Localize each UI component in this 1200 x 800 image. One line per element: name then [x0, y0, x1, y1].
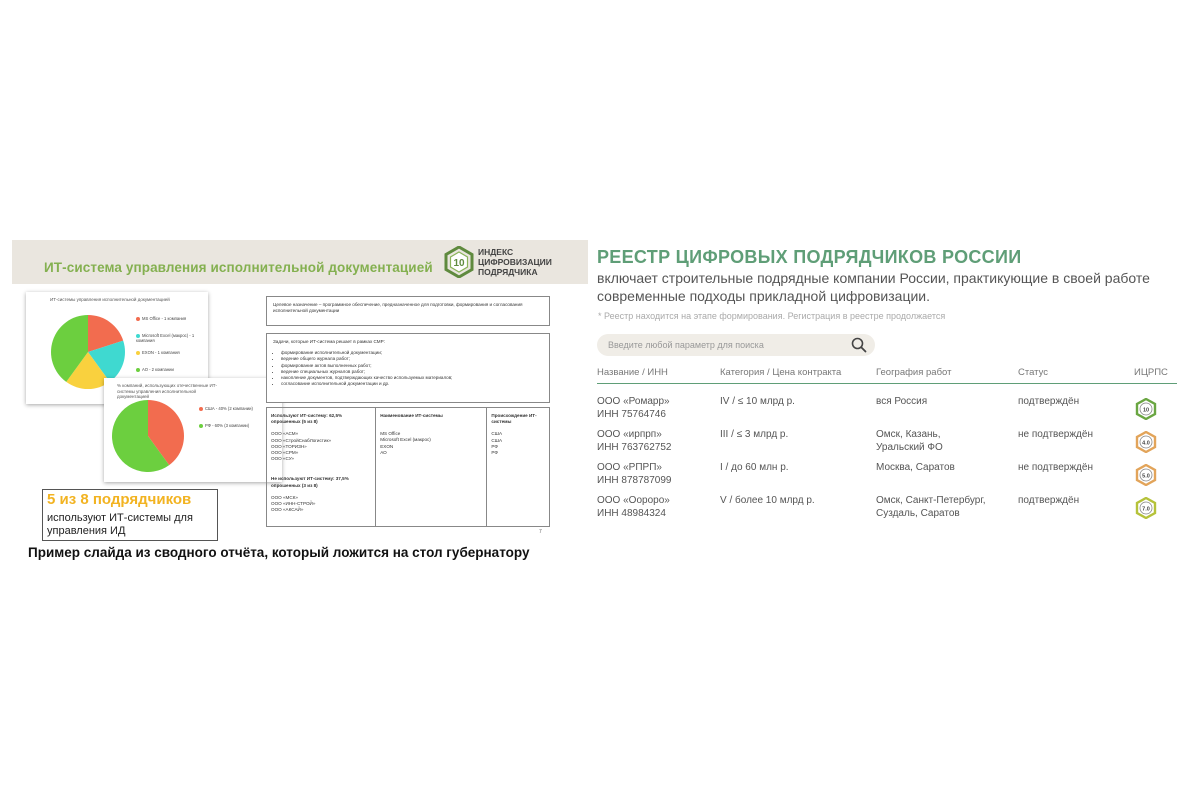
- highlight-text: используют ИТ-системы для управления ИД: [47, 512, 193, 537]
- legend-dot-icon: [199, 407, 203, 411]
- task-item: • ведение специальных журналов работ;: [281, 369, 543, 375]
- legend-dot-icon: [136, 368, 140, 372]
- legend-item: [136, 316, 196, 321]
- column-header-status[interactable]: Статус: [1018, 367, 1049, 378]
- status-cell: не подтверждён: [1018, 429, 1093, 440]
- column-header-name[interactable]: Название / ИНН: [597, 367, 668, 378]
- column-header-category[interactable]: Категория / Цена контракта: [720, 367, 842, 378]
- tasks-box: [266, 333, 550, 403]
- legend-dot-icon: [136, 351, 140, 355]
- purpose-text: Целевое назначение – программное обеспечение, предназначенное для подготовки, формирования и согласования исполнительной документации: [273, 302, 523, 314]
- company-cell: ООО «РПРП» ИНН 878787099: [597, 462, 672, 486]
- index-value: 7.0: [1142, 506, 1150, 513]
- registry-title: РЕЕСТР ЦИФРОВЫХ ПОДРЯДЧИКОВ РОССИИ: [597, 247, 1022, 267]
- registry-description: включает строительные подрядные компании России, практикующие в своей работе современные подходы прикладной цифровизации.: [597, 270, 1150, 304]
- slide-caption: Пример слайда из сводного отчёта, который ложится на стол губернатору: [28, 545, 530, 560]
- registry-note: * Реестр находится на этапе формирования. Регистрация в реестре продолжается: [598, 311, 946, 321]
- legend-item: [136, 350, 196, 355]
- hexagon-logo-icon: [444, 246, 474, 278]
- table-header-divider: [597, 383, 1177, 384]
- index-badge-icon: [1135, 431, 1157, 453]
- category-cell: I / до 60 млн р.: [720, 462, 789, 473]
- table-cell: ООО «СтройСнабЛогистик»: [271, 437, 332, 443]
- search-placeholder[interactable]: Введите любой параметр для поиска: [608, 340, 764, 350]
- task-item: • накопление документов, подтверждающих качество используемых материалов;: [281, 375, 543, 381]
- table-header: Используют ИТ-систему: 62,5% опрошенных (5 из 8): [271, 413, 343, 425]
- table-cell: ООО «ТОРИЗН»: [271, 443, 307, 449]
- table-cell: EXON: [380, 443, 394, 449]
- table-cell: РФ: [491, 450, 498, 456]
- legend-label: США - 40% (2 компании): [205, 406, 253, 411]
- status-cell: подтверждён: [1018, 495, 1080, 506]
- table-cell: ООО «АСМ»: [271, 431, 299, 437]
- table-cell: ООО «ИНН-СТРОЙ»: [271, 501, 316, 507]
- pie-chart-title: ИТ-системы управления исполнительной документацией: [50, 297, 170, 302]
- index-badge-icon: [1135, 464, 1157, 486]
- index-value: 4.0: [1142, 440, 1150, 447]
- highlight-number: 5 из 8 подрядчиков: [47, 491, 192, 508]
- table-header: Наименование ИТ-системы: [380, 413, 443, 418]
- legend-dot-icon: [136, 317, 140, 321]
- company-cell: ООО «Оороро» ИНН 48984324: [597, 495, 670, 519]
- table-cell: США: [491, 431, 503, 437]
- geography-cell: Омск, Казань, Уральский ФО: [876, 429, 943, 453]
- index-value: 5.0: [1142, 473, 1150, 480]
- pie-chart-card-origin: [104, 378, 282, 482]
- task-item: • согласование исполнительной документации и др.: [281, 381, 543, 387]
- search-icon[interactable]: [851, 337, 867, 353]
- table-cell: РФ: [491, 443, 498, 449]
- table-col-users: [267, 408, 376, 526]
- index-badge-icon: [1135, 398, 1157, 420]
- highlight-box: [42, 489, 218, 541]
- table-header: Не используют ИТ-систему: 37,5% опрошенных (3 из 8): [271, 476, 349, 488]
- pie-chart-title: % компаний, использующих отечественные ИТ-системы управления исполнительной документацией: [117, 383, 217, 399]
- table-col-origin: [487, 408, 549, 526]
- category-cell: V / более 10 млрд р.: [720, 495, 815, 506]
- legend-label: Microsoft Excel (макрос) - 1 компания: [136, 333, 195, 343]
- table-cell: ООО «СУ»: [271, 456, 294, 462]
- geography-cell: Москва, Саратов: [876, 462, 955, 473]
- index-value: 10: [1142, 407, 1150, 414]
- column-header-index[interactable]: ИЦРПС: [1134, 367, 1168, 378]
- table-header: Происхождение ИТ-системы: [491, 413, 537, 425]
- tasks-list: [281, 350, 543, 387]
- slide-title: ИТ-система управления исполнительной документацией: [44, 260, 433, 275]
- legend-label: MS Office - 1 компания: [142, 316, 187, 321]
- task-item: • формирование актов выполненных работ;: [281, 363, 543, 369]
- logo-number: 10: [453, 258, 465, 269]
- it-systems-table: [266, 407, 550, 527]
- logo-text: ИНДЕКС ЦИФРОВИЗАЦИИ ПОДРЯДЧИКА: [478, 247, 552, 277]
- legend-label: EXON - 1 компания: [142, 350, 180, 355]
- company-cell: ООО «ирпрп» ИНН 763762752: [597, 429, 672, 453]
- index-logo: [444, 244, 584, 280]
- status-cell: подтверждён: [1018, 396, 1080, 407]
- task-item: • ведение общего журнала работ;: [281, 356, 543, 362]
- table-cell: США: [491, 437, 503, 443]
- table-cell: Microsoft Excel (макрос): [380, 437, 431, 443]
- pie-chart-origin: [110, 398, 186, 474]
- index-badge-icon: [1135, 497, 1157, 519]
- legend-label: РФ - 60% (3 компании): [205, 423, 250, 428]
- page-number: 7: [539, 529, 542, 535]
- status-cell: не подтверждён: [1018, 462, 1093, 473]
- purpose-box: [266, 296, 550, 326]
- table-cell: ООО «АКСАЙ»: [271, 507, 304, 513]
- geography-cell: вся Россия: [876, 396, 928, 407]
- search-field[interactable]: [597, 334, 875, 356]
- legend-label: АО - 2 компании: [142, 367, 174, 372]
- tasks-title: Задачи, которые ИТ-система решает в рамках СМР:: [273, 339, 385, 344]
- table-cell: АО: [380, 449, 387, 455]
- legend-item: [136, 367, 196, 372]
- column-header-geography[interactable]: География работ: [876, 367, 952, 378]
- legend-item: [136, 333, 196, 343]
- category-cell: IV / ≤ 10 млрд р.: [720, 396, 795, 407]
- table-cell: ООО «МСК»: [271, 494, 298, 500]
- task-item: • формирование исполнительной документации;: [281, 350, 543, 356]
- table-cell: ООО «СРМ»: [271, 450, 299, 456]
- table-col-systems: [376, 408, 487, 526]
- table-cell: MS Office: [380, 431, 401, 437]
- report-slide: [12, 240, 588, 562]
- geography-cell: Омск, Санкт-Петербург, Суздаль, Саратов: [876, 495, 986, 519]
- category-cell: III / ≤ 3 млрд р.: [720, 429, 789, 440]
- legend-dot-icon: [199, 424, 203, 428]
- company-cell: ООО «Ромарр» ИНН 75764746: [597, 396, 670, 420]
